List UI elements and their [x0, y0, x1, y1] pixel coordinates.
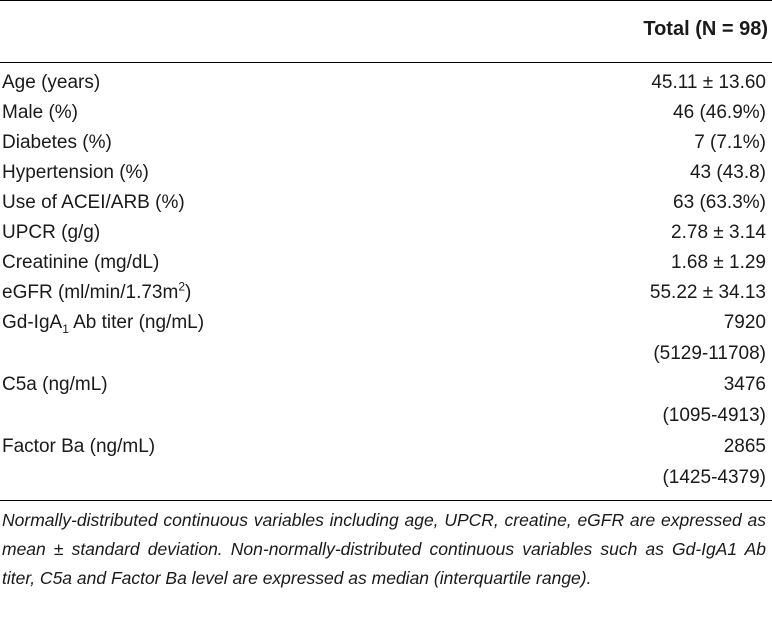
row-value-diabetes: 7 (7.1%) [694, 132, 766, 153]
egfr-label-superscript: 2 [178, 279, 185, 294]
row-value-c5a: 3476 [723, 374, 766, 395]
row-label-c5a: C5a (ng/mL) [2, 374, 108, 395]
row-label-gd-iga1 [2, 308, 204, 338]
row-label-hypertension: Hypertension (%) [2, 162, 149, 183]
row-label-age: Age (years) [2, 72, 101, 93]
egfr-label-text: eGFR (ml/min/1.73m [2, 282, 179, 303]
row-label-egfr [2, 278, 191, 308]
gd-iga1-label-suffix: Ab titer (ng/mL) [68, 312, 205, 333]
row-label-factor-ba: Factor Ba (ng/mL) [2, 436, 156, 457]
row-range-gd-iga1: (5129-11708) [653, 343, 766, 364]
egfr-label-suffix: ) [185, 282, 192, 303]
row-range-factor-ba: (1425-4379) [662, 467, 766, 488]
row-value-upcr: 2.78 ± 3.14 [671, 222, 766, 243]
row-value-creatinine: 1.68 ± 1.29 [671, 252, 766, 273]
column-header-total: Total (N = 98) [643, 18, 768, 40]
row-value-age: 45.11 ± 13.60 [651, 72, 766, 93]
row-label-male: Male (%) [2, 102, 79, 123]
header-rule [0, 62, 772, 63]
row-label-acei-arb: Use of ACEI/ARB (%) [2, 192, 185, 213]
bottom-rule [0, 500, 772, 501]
gd-iga1-label-subscript: 1 [62, 321, 69, 336]
row-label-diabetes: Diabetes (%) [2, 132, 112, 153]
row-value-gd-iga1: 7920 [723, 312, 766, 333]
row-label-upcr: UPCR (g/g) [2, 222, 101, 243]
row-value-hypertension: 43 (43.8) [689, 162, 766, 183]
row-value-acei-arb: 63 (63.3%) [673, 192, 766, 213]
top-rule [0, 0, 772, 1]
row-range-c5a: (1095-4913) [662, 405, 766, 426]
row-value-male: 46 (46.9%) [673, 102, 766, 123]
gd-iga1-label-text: Gd-IgA [2, 312, 63, 333]
table-footnote: Normally-distributed continuous variables including age, UPCR, creatine, eGFR are expressed as mean ± standard deviation. Non-normally-distributed continuous variables such as Gd-IgA1 Ab titer, C5a and Factor Ba level are expressed as median (interquartile range). [2, 510, 766, 588]
row-value-egfr: 55.22 ± 34.13 [649, 282, 766, 303]
row-value-factor-ba: 2865 [723, 436, 766, 457]
row-label-creatinine: Creatinine (mg/dL) [2, 252, 160, 273]
